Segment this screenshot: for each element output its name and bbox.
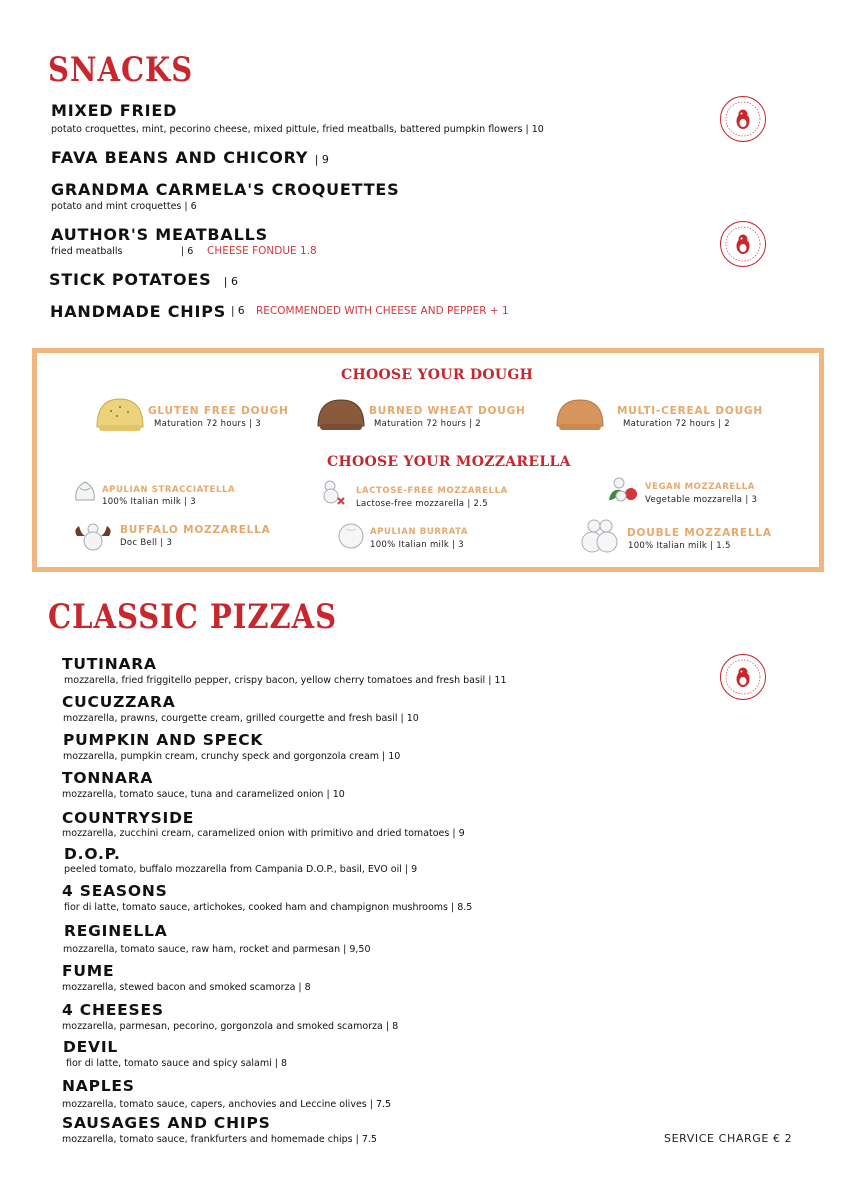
snack-handmade-chips-price: | 6: [231, 305, 245, 317]
gluten-free-dough-desc: Maturation 72 hours | 3: [154, 419, 261, 429]
pizza-cucuzzara-name: CUCUZZARA: [62, 693, 176, 711]
snack-croquettes-desc: potato and mint croquettes | 6: [51, 201, 197, 212]
snack-stick-potatoes-price: | 6: [223, 275, 238, 288]
snack-mixed-fried-desc: potato croquettes, mint, pecorino cheese, mixed pittule, fried meatballs, battered pumpkin flowers | 10: [51, 124, 544, 135]
snack-stick-potatoes-name: [49, 270, 238, 289]
service-charge: SERVICE CHARGE € 2: [664, 1132, 793, 1145]
multi-cereal-dough-icon: [555, 398, 605, 434]
bird-icon: [721, 97, 765, 141]
bird-icon: [721, 655, 765, 699]
pizza-naples-desc: mozzarella, tomato sauce, capers, anchovies and Leccine olives | 7.5: [62, 1099, 392, 1110]
snack-croquettes-name: GRANDMA CARMELA'S CROQUETTES: [51, 180, 400, 199]
snack-handmade-chips-name: HANDMADE CHIPS: [50, 302, 227, 321]
multi-cereal-dough-desc: Maturation 72 hours | 2: [623, 419, 730, 429]
double-mozzarella-name: DOUBLE MOZZARELLA: [627, 527, 772, 539]
double-mozzarella-desc: 100% Italian milk | 1.5: [628, 541, 731, 551]
lactose-free-mozzarella-desc: Lactose-free mozzarella | 2.5: [356, 499, 488, 509]
pizza-countryside-name: COUNTRYSIDE: [62, 809, 195, 827]
badge-most-chosen: [720, 96, 766, 142]
pizza-pumpkin-speck-desc: mozzarella, pumpkin cream, crunchy speck and gorgonzola cream | 10: [63, 751, 401, 762]
buffalo-mozzarella-name: BUFFALO MOZZARELLA: [120, 524, 271, 536]
pizza-reginella-name: REGINELLA: [64, 922, 168, 940]
pizza-reginella-desc: mozzarella, tomato sauce, raw ham, rocket and parmesan | 9,50: [63, 944, 371, 955]
snack-mixed-fried-name: MIXED FRIED: [51, 101, 178, 120]
pizza-4-seasons-desc: fior di latte, tomato sauce, artichokes, cooked ham and champignon mushrooms | 8.5: [64, 902, 473, 913]
pizza-4-seasons-name: 4 SEASONS: [62, 882, 168, 900]
burrata-name: APULIAN BURRATA: [370, 527, 469, 537]
pizza-fume-name: FUME: [62, 962, 115, 980]
pizza-pumpkin-speck-name: PUMPKIN AND SPECK: [63, 731, 264, 749]
lactose-free-mozzarella-name: LACTOSE-FREE MOZZARELLA: [356, 486, 508, 496]
badge-explosion: [720, 654, 766, 700]
gluten-free-dough-name: GLUTEN FREE DOUGH: [148, 405, 289, 417]
snack-fava-beans-price: | 9: [314, 153, 329, 166]
pizza-sausages-chips-desc: mozzarella, tomato sauce, frankfurters and homemade chips | 7.5: [62, 1134, 377, 1145]
pizza-cucuzzara-desc: mozzarella, prawns, courgette cream, grilled courgette and fresh basil | 10: [63, 713, 419, 724]
snack-stick-potatoes-label: STICK POTATOES: [49, 270, 212, 289]
pizza-fume-desc: mozzarella, stewed bacon and smoked scamorza | 8: [62, 982, 311, 993]
pizza-sausages-chips-name: SAUSAGES AND CHIPS: [62, 1114, 271, 1132]
pizza-tutinara-name: TUTINARA: [62, 655, 157, 673]
mozzarella-title: CHOOSE YOUR MOZZARELLA: [327, 454, 571, 470]
pizza-4-cheeses-desc: mozzarella, parmesan, pecorino, gorgonzola and smoked scamorza | 8: [62, 1021, 399, 1032]
burned-wheat-dough-desc: Maturation 72 hours | 2: [374, 419, 481, 429]
snack-fava-beans-name: [51, 148, 329, 167]
stracciatella-icon: [72, 478, 98, 504]
snack-meatballs-price: | 6: [181, 246, 194, 257]
gluten-free-dough-icon: [95, 397, 145, 435]
snacks-title: SNACKS: [48, 50, 194, 90]
pizza-tonnara-desc: mozzarella, tomato sauce, tuna and caramelized onion | 10: [62, 789, 345, 800]
burrata-icon: [336, 521, 366, 549]
snack-fava-beans-label: FAVA BEANS AND CHICORY: [51, 148, 309, 167]
bird-icon: [721, 222, 765, 266]
pizza-naples-name: NAPLES: [62, 1077, 135, 1095]
pizza-dop-desc: peeled tomato, buffalo mozzarella from Campania D.O.P., basil, EVO oil | 9: [64, 864, 418, 875]
multi-cereal-dough-name: MULTI-CEREAL DOUGH: [617, 405, 763, 417]
burrata-desc: 100% Italian milk | 3: [370, 540, 464, 550]
snack-meatballs-desc: fried meatballs: [51, 246, 123, 257]
pizza-4-cheeses-name: 4 CHEESES: [62, 1001, 164, 1019]
classic-pizzas-title: CLASSIC PIZZAS: [48, 597, 338, 637]
pizza-devil-desc: fior di latte, tomato sauce and spicy salami | 8: [66, 1058, 288, 1069]
pizza-tonnara-name: TONNARA: [62, 769, 154, 787]
pizza-countryside-desc: mozzarella, zucchini cream, caramelized onion with primitivo and dried tomatoes | 9: [62, 828, 465, 839]
snack-meatballs-name: AUTHOR'S MEATBALLS: [51, 225, 268, 244]
snack-handmade-chips-note: RECOMMENDED WITH CHEESE AND PEPPER + 1: [256, 305, 509, 317]
vegan-mozzarella-desc: Vegetable mozzarella | 3: [645, 495, 758, 505]
pizza-devil-name: DEVIL: [63, 1038, 119, 1056]
lactose-free-mozzarella-icon: [318, 478, 346, 506]
stracciatella-desc: 100% Italian milk | 3: [102, 497, 196, 507]
snack-meatballs-note: CHEESE FONDUE 1.8: [207, 245, 317, 257]
stracciatella-name: APULIAN STRACCIATELLA: [102, 485, 236, 495]
pizza-dop-name: D.O.P.: [64, 845, 121, 863]
vegan-mozzarella-icon: [605, 476, 639, 506]
vegan-mozzarella-name: VEGAN MOZZARELLA: [645, 482, 755, 492]
pizza-tutinara-desc: mozzarella, fried friggitello pepper, crispy bacon, yellow cherry tomatoes and fresh basil | 11: [64, 675, 507, 686]
dough-title: CHOOSE YOUR DOUGH: [341, 367, 534, 383]
buffalo-mozzarella-desc: Doc Bell | 3: [120, 538, 173, 548]
burned-wheat-dough-icon: [316, 398, 366, 434]
double-mozzarella-icon: [579, 516, 619, 554]
badge-hello: [720, 221, 766, 267]
burned-wheat-dough-name: BURNED WHEAT DOUGH: [369, 405, 526, 417]
buffalo-mozzarella-icon: [73, 520, 113, 552]
